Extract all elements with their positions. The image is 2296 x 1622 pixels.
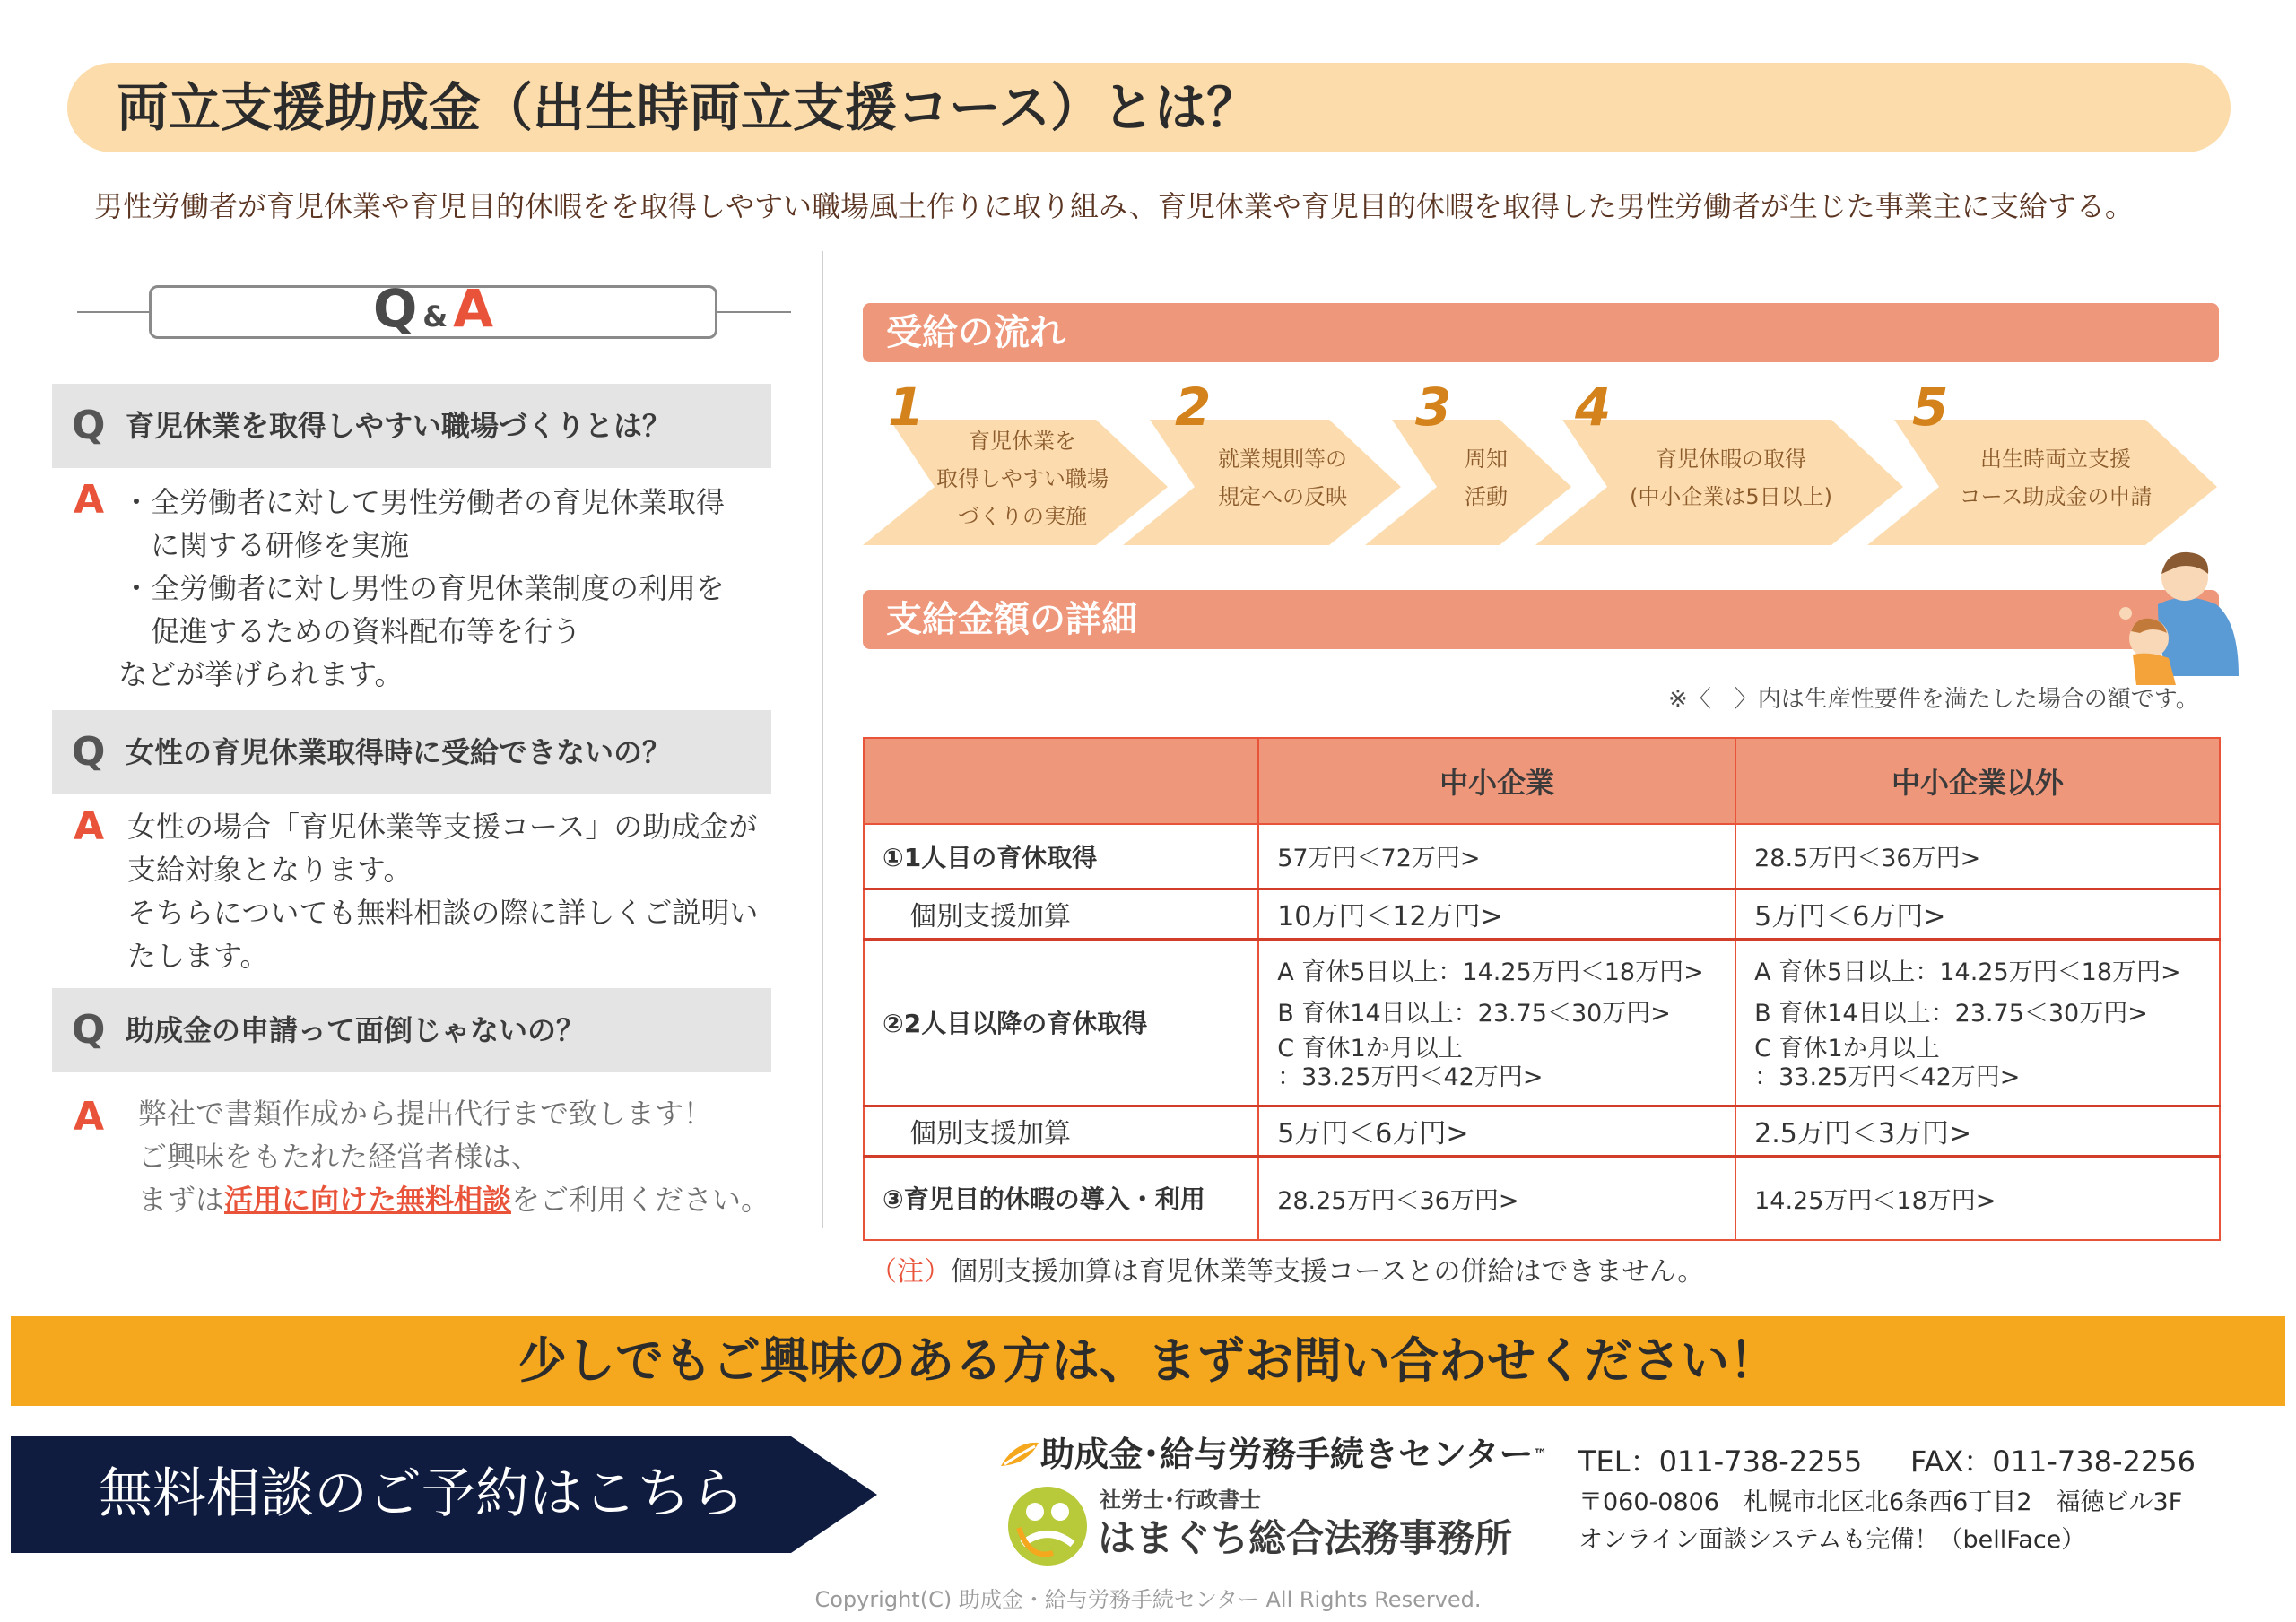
answer-2 — [127, 805, 758, 977]
answer-1-line: などが挙げられます。 — [118, 657, 404, 691]
question-mark-3: Q — [72, 1007, 106, 1053]
cell-line: ：33.25万円＜42万円> — [1754, 1063, 2021, 1091]
step-text-line: 育児休暇の取得 — [1656, 447, 1806, 472]
answer-3-line — [138, 1178, 770, 1221]
flow-section-bar — [863, 303, 2219, 362]
qa-header-line-right — [718, 311, 791, 313]
firm-logo-icon — [1003, 1481, 1092, 1571]
cell-large: 28.5万円＜36万円> — [1735, 824, 2220, 889]
step-text-3 — [1446, 440, 1526, 516]
cell-sme: 10万円＜12万円> — [1258, 889, 1735, 939]
firm-role: 社労士･行政書士 — [1100, 1488, 1261, 1513]
trademark: ™ — [1533, 1445, 1548, 1462]
question-text-3: 助成金の申請って面倒じゃないの？ — [126, 1013, 586, 1047]
answer-3-suffix: をご利用ください。 — [511, 1183, 770, 1217]
amount-heading: 支給金額の詳細 — [886, 599, 1137, 640]
table-row — [864, 824, 2220, 889]
cell-large — [1735, 939, 2220, 1106]
leaf-icon — [997, 1437, 1042, 1473]
contact-tel: TEL：011-738-2255 — [1578, 1444, 1863, 1479]
answer-2-line: 支給対象となります。 — [127, 853, 413, 887]
copyright: Copyright(C) 助成金・給与労務手続センター All Rights Reserved. — [814, 1587, 1482, 1612]
step-number-3: 3 — [1415, 377, 1452, 438]
cell-line: ：33.25万円＜42万円> — [1277, 1063, 1544, 1091]
answer-2-line: たします。 — [127, 939, 269, 973]
qa-header — [149, 278, 718, 339]
question-text-1: 育児休業を取得しやすい職場づくりとは？ — [126, 409, 672, 443]
qa-header-amp: & — [422, 299, 448, 334]
header-sme: 中小企業 — [1258, 738, 1735, 824]
answer-1-line: ・全労働者に対して男性労働者の育児休業取得 — [122, 485, 726, 519]
question-text-2: 女性の育児休業取得時に受給できないの？ — [126, 735, 672, 769]
step-text-line: 就業規則等の — [1218, 447, 1347, 472]
step-number-5: 5 — [1912, 377, 1949, 438]
answer-1 — [118, 481, 726, 696]
answer-mark-2: A — [74, 803, 105, 849]
step-text-2 — [1202, 440, 1363, 516]
intro-text: 男性労働者が育児休業や育児目的休暇をを取得しやすい職場風土作りに取り組み、育児休業や育児目的休暇を取得した男性労働者が生じた事業主に支給する。 — [94, 189, 2134, 223]
answer-1-line: に関する研修を実施 — [122, 528, 410, 562]
step-text-line: (中小企業は5日以上) — [1630, 484, 1832, 509]
answer-3-line: 弊社で書類作成から提出代行まで致します！ — [138, 1097, 713, 1131]
answer-3 — [138, 1092, 770, 1221]
step-text-line: コース助成金の申請 — [1959, 484, 2152, 509]
parent-child-illustration — [2095, 542, 2248, 694]
qa-header-line-left — [77, 311, 151, 313]
cell-sme — [1258, 939, 1735, 1106]
answer-1-line: 促進するための資料配布等を行う — [122, 614, 582, 648]
answer-1-line: ・全労働者に対し男性の育児休業制度の利用を — [122, 571, 726, 605]
flow-heading: 受給の流れ — [886, 312, 1065, 353]
header-large: 中小企業以外 — [1735, 738, 2220, 824]
step-text-line: 周知 — [1465, 447, 1508, 472]
answer-3-line: ご興味をもたれた経営者様は、 — [138, 1140, 541, 1174]
answer-mark-1: A — [74, 477, 105, 523]
cell-line: B 育休14日以上：23.75＜30万円> — [1754, 1000, 2148, 1028]
column-divider — [822, 251, 823, 1228]
amount-note: ※〈 〉内は生産性要件を満たした場合の額です。 — [1668, 686, 2199, 713]
table-row — [864, 939, 2220, 1106]
page-title: 両立支援助成金（出生時両立支援コース）とは？ — [117, 77, 1259, 138]
center-name — [1040, 1431, 1547, 1478]
firm-name: はまぐち総合法務事務所 — [1098, 1516, 1513, 1560]
cell-line: A 育休5日以上：14.25万円＜18万円> — [1754, 958, 2181, 986]
cell-line: A 育休5日以上：14.25万円＜18万円> — [1277, 958, 1704, 986]
header-blank — [864, 738, 1258, 824]
cell-line: B 育休14日以上：23.75＜30万円> — [1277, 1000, 1671, 1028]
row-label: ①1人目の育休取得 — [864, 824, 1258, 889]
table-row — [864, 889, 2220, 939]
answer-mark-3: A — [74, 1094, 105, 1140]
step-text-line: 活動 — [1465, 484, 1508, 509]
contact-online: オンライン面談システムも完備！（bellFace） — [1578, 1526, 2086, 1554]
cta-text: 少しでもご興味のある方は、まずお問い合わせください！ — [518, 1332, 1778, 1389]
table-row — [864, 1156, 2220, 1240]
cell-line: C 育休1か月以上 — [1754, 1035, 1940, 1063]
contact-fax: FAX：011-738-2256 — [1910, 1444, 2196, 1479]
step-text-line: 出生時両立支援 — [1980, 447, 2131, 472]
question-mark-2: Q — [72, 729, 106, 775]
cell-large: 14.25万円＜18万円> — [1735, 1156, 2220, 1240]
qa-header-a: A — [453, 278, 494, 339]
answer-2-line: 女性の場合「育児休業等支援コース」の助成金が — [127, 810, 758, 844]
qa-header-q: Q — [372, 278, 418, 339]
step-text-5 — [1939, 440, 2172, 516]
row-label: 個別支援加算 — [864, 1106, 1258, 1156]
step-number-2: 2 — [1175, 377, 1212, 438]
step-text-line: 規定への反映 — [1218, 484, 1347, 509]
cell-sme: 28.25万円＜36万円> — [1258, 1156, 1735, 1240]
footnote-text: 個別支援加算は育児休業等支援コースとの併給はできません。 — [951, 1256, 1705, 1288]
answer-2-line: そちらについても無料相談の際に詳しくご説明い — [127, 896, 759, 930]
reserve-button-label[interactable]: 無料相談のご予約はこちら — [99, 1462, 744, 1525]
center-name-text: 助成金･給与労務手続きセンター — [1040, 1435, 1534, 1474]
row-label: ③育児目的休暇の導入・利用 — [864, 1156, 1258, 1240]
amount-table-header — [864, 738, 2220, 824]
cell-sme: 57万円＜72万円> — [1258, 824, 1735, 889]
step-text-line: 育児休業を — [969, 429, 1076, 454]
step-number-4: 4 — [1575, 377, 1612, 438]
row-label: ②2人目以降の育休取得 — [864, 939, 1258, 1106]
cell-line: C 育休1か月以上 — [1277, 1035, 1463, 1063]
question-mark-1: Q — [72, 403, 106, 448]
cell-sme: 5万円＜6万円> — [1258, 1106, 1735, 1156]
row-label: 個別支援加算 — [864, 889, 1258, 939]
step-text-line: づくりの実施 — [958, 504, 1087, 529]
step-text-4 — [1614, 440, 1848, 516]
cell-large: 5万円＜6万円> — [1735, 889, 2220, 939]
step-text-line: 取得しやすい職場 — [936, 466, 1109, 491]
answer-3-prefix: まずは — [138, 1183, 225, 1217]
contact-address: 〒060-0806 札幌市北区北6条西6丁目2 福徳ビル3F — [1578, 1488, 2183, 1516]
cell-large: 2.5万円＜3万円> — [1735, 1106, 2220, 1156]
amount-table — [863, 737, 2221, 1241]
step-number-1: 1 — [888, 377, 925, 438]
footnote-mark: （注） — [870, 1256, 951, 1288]
step-text-1 — [906, 422, 1139, 535]
table-row — [864, 1106, 2220, 1156]
table-footnote — [870, 1250, 1704, 1295]
free-consultation-link[interactable]: 活用に向けた無料相談 — [224, 1183, 512, 1217]
